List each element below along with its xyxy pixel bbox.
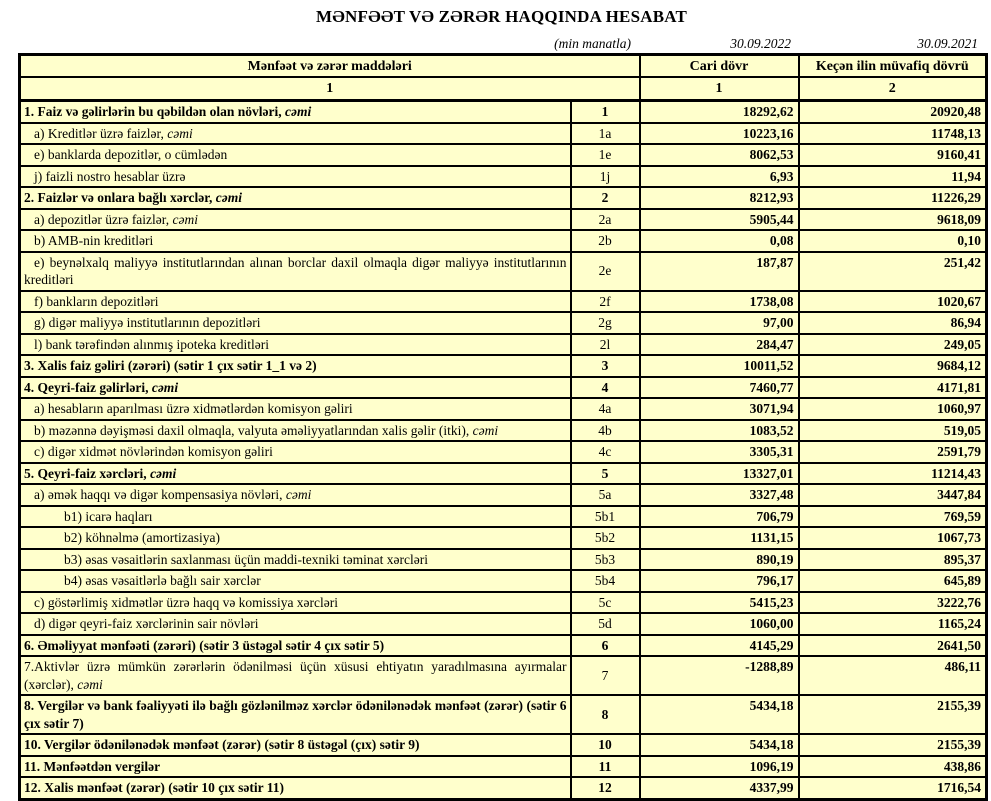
row-code: 4b (571, 420, 640, 442)
row-value-previous: 769,59 (799, 506, 987, 528)
table-row (20, 377, 987, 399)
row-value-current: 10223,16 (640, 123, 799, 145)
row-code: 2e (571, 252, 640, 291)
row-value-current: 1131,15 (640, 527, 799, 549)
col-header-items: Mənfəət və zərər maddələri (20, 55, 640, 78)
row-label: b) məzənnə dəyişməsi daxil olmaqla, valyuta əməliyyatlarından xalis gəlir (itki), cəmi (20, 420, 571, 442)
row-value-previous: 11748,13 (799, 123, 987, 145)
row-code: 5b2 (571, 527, 640, 549)
table-row (20, 570, 987, 592)
row-code: 4c (571, 441, 640, 463)
row-value-previous: 519,05 (799, 420, 987, 442)
table-row (20, 777, 987, 799)
table-row (20, 441, 987, 463)
row-label: 4. Qeyri-faiz gəlirləri, cəmi (20, 377, 571, 399)
row-value-previous: 1067,73 (799, 527, 987, 549)
row-value-previous: 895,37 (799, 549, 987, 571)
row-value-previous: 3447,84 (799, 484, 987, 506)
row-value-previous: 11226,29 (799, 187, 987, 209)
row-value-current: 4337,99 (640, 777, 799, 799)
row-code: 1j (571, 166, 640, 188)
row-label: 11. Mənfəətdən vergilər (20, 756, 571, 778)
row-value-previous: 11214,43 (799, 463, 987, 485)
row-label: 8. Vergilər və bank fəaliyyəti ilə bağlı gözlənilməz xərclər ödənilənədək mənfəət (zərər) (sətir 6 çıx sətir 7) (20, 695, 571, 734)
table-row (20, 420, 987, 442)
row-label: a) hesabların aparılması üzrə xidmətlərdən komisyon gəliri (20, 398, 571, 420)
row-value-previous: 0,10 (799, 230, 987, 252)
table-row (20, 549, 987, 571)
row-value-current: 13327,01 (640, 463, 799, 485)
row-code: 5 (571, 463, 640, 485)
row-value-previous: 486,11 (799, 656, 987, 695)
table-row (20, 398, 987, 420)
row-value-current: -1288,89 (640, 656, 799, 695)
row-label: c) digər xidmət növlərindən komisyon gəliri (20, 441, 571, 463)
row-code: 4 (571, 377, 640, 399)
row-code: 5c (571, 592, 640, 614)
table-row (20, 355, 987, 377)
row-value-previous: 9684,12 (799, 355, 987, 377)
table-body (20, 101, 987, 800)
row-label: j) faizli nostro hesablar üzrə (20, 166, 571, 188)
row-code: 5b3 (571, 549, 640, 571)
row-label: f) bankların depozitləri (20, 291, 571, 313)
row-value-current: 4145,29 (640, 635, 799, 657)
row-value-previous: 645,89 (799, 570, 987, 592)
table-row (20, 144, 987, 166)
row-code: 1 (571, 101, 640, 123)
row-value-current: 1060,00 (640, 613, 799, 635)
row-value-current: 1096,19 (640, 756, 799, 778)
row-code: 7 (571, 656, 640, 695)
row-code: 1a (571, 123, 640, 145)
row-label: 12. Xalis mənfəət (zərər) (sətir 10 çıx sətir 11) (20, 777, 571, 799)
row-label: a) Kreditlər üzrə faizlər, cəmi (20, 123, 571, 145)
table-row (20, 695, 987, 734)
row-value-current: 284,47 (640, 334, 799, 356)
row-label: g) digər maliyyə institutlarının depozitləri (20, 312, 571, 334)
row-value-current: 5415,23 (640, 592, 799, 614)
row-value-previous: 1165,24 (799, 613, 987, 635)
row-label: 6. Əməliyyat mənfəəti (zərəri) (sətir 3 üstəgəl sətir 4 çıx sətir 5) (20, 635, 571, 657)
row-code: 11 (571, 756, 640, 778)
row-label: l) bank tərəfindən alınmış ipoteka kreditləri (20, 334, 571, 356)
meta-row (18, 36, 985, 52)
row-value-current: 5434,18 (640, 695, 799, 734)
row-code: 5b1 (571, 506, 640, 528)
table-row (20, 230, 987, 252)
table-row (20, 123, 987, 145)
date-current: 30.09.2022 (730, 36, 791, 51)
row-value-current: 6,93 (640, 166, 799, 188)
row-label: 10. Vergilər ödənilənədək mənfəət (zərər) (sətir 8 üstəgəl (çıx) sətir 9) (20, 734, 571, 756)
row-label: 2. Faizlər və onlara bağlı xərclər, cəmi (20, 187, 571, 209)
row-label: b1) icarə haqları (20, 506, 571, 528)
index-items: 1 (20, 77, 640, 101)
row-code: 5a (571, 484, 640, 506)
row-value-current: 18292,62 (640, 101, 799, 123)
row-label: b2) köhnəlmə (amortizasiya) (20, 527, 571, 549)
row-value-current: 10011,52 (640, 355, 799, 377)
row-value-previous: 251,42 (799, 252, 987, 291)
row-value-current: 0,08 (640, 230, 799, 252)
table-row (20, 527, 987, 549)
report-page (18, 0, 985, 801)
row-value-current: 8062,53 (640, 144, 799, 166)
row-value-previous: 20920,48 (799, 101, 987, 123)
row-value-previous: 4171,81 (799, 377, 987, 399)
row-value-previous: 2155,39 (799, 734, 987, 756)
row-value-previous: 1716,54 (799, 777, 987, 799)
table-row (20, 592, 987, 614)
row-value-previous: 1020,67 (799, 291, 987, 313)
table-row (20, 734, 987, 756)
row-label: 7.Aktivlər üzrə mümkün zərərlərin ödənilməsi üçün xüsusi ehtiyatın yaradılmasına ayırmalar (xərclər), cəmi (20, 656, 571, 695)
row-code: 2b (571, 230, 640, 252)
unit-note: (min manatla) (554, 36, 631, 51)
row-code: 6 (571, 635, 640, 657)
row-value-current: 796,17 (640, 570, 799, 592)
row-label: a) əmək haqqı və digər kompensasiya növləri, cəmi (20, 484, 571, 506)
row-value-current: 8212,93 (640, 187, 799, 209)
row-code: 5b4 (571, 570, 640, 592)
row-value-current: 3305,31 (640, 441, 799, 463)
row-value-current: 5905,44 (640, 209, 799, 231)
table-row (20, 101, 987, 123)
table-row (20, 312, 987, 334)
column-header-row (20, 55, 987, 78)
column-index-row (20, 77, 987, 101)
row-label: a) depozitlər üzrə faizlər, cəmi (20, 209, 571, 231)
row-code: 2 (571, 187, 640, 209)
row-value-current: 97,00 (640, 312, 799, 334)
table-row (20, 252, 987, 291)
row-code: 2g (571, 312, 640, 334)
row-value-previous: 1060,97 (799, 398, 987, 420)
table-row (20, 635, 987, 657)
row-code: 10 (571, 734, 640, 756)
row-value-previous: 9160,41 (799, 144, 987, 166)
row-value-current: 706,79 (640, 506, 799, 528)
row-code: 5d (571, 613, 640, 635)
row-value-previous: 438,86 (799, 756, 987, 778)
report-title: MƏNFƏƏT VƏ ZƏRƏR HAQQINDA HESABAT (316, 7, 687, 26)
row-code: 1e (571, 144, 640, 166)
col-header-current: Cari dövr (640, 55, 799, 78)
table-row (20, 291, 987, 313)
table-row (20, 656, 987, 695)
row-value-previous: 86,94 (799, 312, 987, 334)
row-code: 12 (571, 777, 640, 799)
row-label: 5. Qeyri-faiz xərcləri, cəmi (20, 463, 571, 485)
table-row (20, 209, 987, 231)
table-row (20, 506, 987, 528)
row-value-current: 3071,94 (640, 398, 799, 420)
row-label: 1. Faiz və gəlirlərin bu qəbildən olan növləri, cəmi (20, 101, 571, 123)
row-value-previous: 2155,39 (799, 695, 987, 734)
row-value-current: 890,19 (640, 549, 799, 571)
row-code: 2f (571, 291, 640, 313)
row-value-current: 7460,77 (640, 377, 799, 399)
profit-loss-table (18, 53, 988, 801)
table-row (20, 334, 987, 356)
row-value-previous: 11,94 (799, 166, 987, 188)
row-value-previous: 249,05 (799, 334, 987, 356)
row-code: 3 (571, 355, 640, 377)
row-value-current: 1738,08 (640, 291, 799, 313)
row-value-previous: 2591,79 (799, 441, 987, 463)
row-label: b3) əsas vəsaitlərin saxlanması üçün maddi-texniki təminat xərcləri (20, 549, 571, 571)
row-label: b) AMB-nin kreditləri (20, 230, 571, 252)
row-value-current: 1083,52 (640, 420, 799, 442)
row-code: 2l (571, 334, 640, 356)
table-row (20, 166, 987, 188)
row-value-current: 3327,48 (640, 484, 799, 506)
row-label: c) göstərlimiş xidmətlər üzrə haqq və komissiya xərcləri (20, 592, 571, 614)
table-row (20, 463, 987, 485)
table-row (20, 187, 987, 209)
index-current: 1 (640, 77, 799, 101)
row-code: 4a (571, 398, 640, 420)
date-previous: 30.09.2021 (917, 36, 978, 51)
table-row (20, 756, 987, 778)
row-label: e) beynəlxalq maliyyə institutlarından alınan borclar daxil olmaqla digər maliyyə institutlarının kreditləri (20, 252, 571, 291)
row-value-current: 5434,18 (640, 734, 799, 756)
row-value-previous: 9618,09 (799, 209, 987, 231)
row-label: b4) əsas vəsaitlərlə bağlı sair xərclər (20, 570, 571, 592)
row-code: 8 (571, 695, 640, 734)
row-code: 2a (571, 209, 640, 231)
table-row (20, 613, 987, 635)
row-value-previous: 3222,76 (799, 592, 987, 614)
row-label: 3. Xalis faiz gəliri (zərəri) (sətir 1 çıx sətir 1_1 və 2) (20, 355, 571, 377)
row-value-current: 187,87 (640, 252, 799, 291)
row-label: d) digər qeyri-faiz xərclərinin sair növləri (20, 613, 571, 635)
row-label: e) banklarda depozitlər, o cümlədən (20, 144, 571, 166)
index-previous: 2 (799, 77, 987, 101)
row-value-previous: 2641,50 (799, 635, 987, 657)
col-header-previous: Keçən ilin müvafiq dövrü (799, 55, 987, 78)
table-row (20, 484, 987, 506)
